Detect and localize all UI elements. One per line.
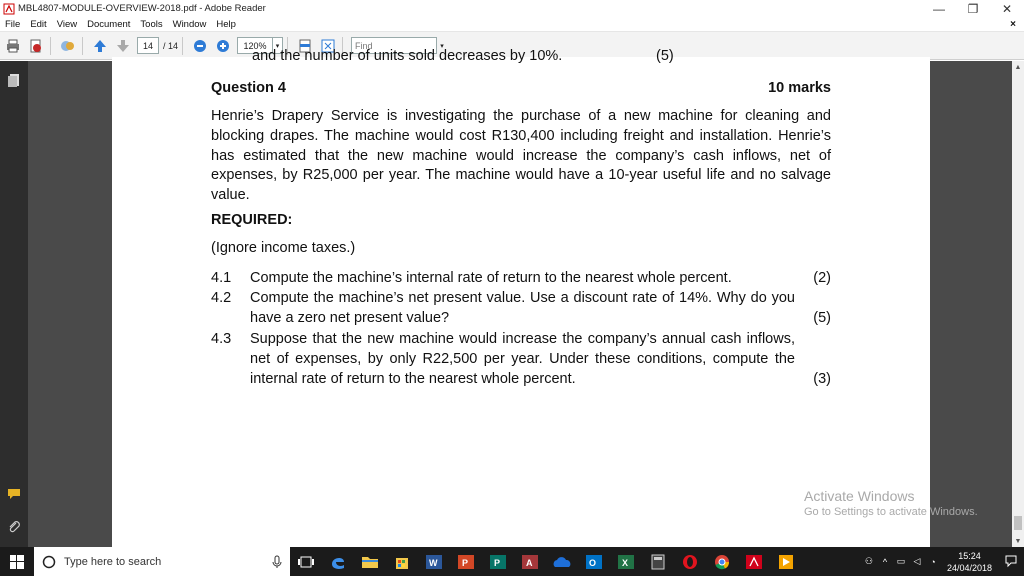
svg-text:O: O	[589, 557, 597, 568]
toolbar-separator	[50, 37, 51, 55]
menu-edit[interactable]: Edit	[30, 18, 47, 30]
activate-windows-title: Activate Windows	[804, 488, 915, 504]
minimize-button[interactable]: —	[933, 1, 945, 16]
edge-browser-icon[interactable]	[322, 547, 354, 576]
find-dropdown-icon[interactable]: ▾	[440, 42, 444, 50]
sub-question-text: Compute the machine’s internal rate of return to the nearest whole percent.	[250, 270, 732, 286]
svg-text:P: P	[494, 557, 501, 568]
media-player-icon[interactable]	[770, 547, 802, 576]
calculator-icon[interactable]	[642, 547, 674, 576]
store-icon[interactable]	[386, 547, 418, 576]
sub-question-text: Suppose that the new machine would increase the company’s annual cash inflows, net of expenses, by only R22,500 per year. Under these conditions, compute the internal rate of return to the nearest whole percent.	[250, 331, 795, 387]
menu-document[interactable]: Document	[87, 18, 131, 30]
sub-question-number: 4.2	[211, 290, 232, 306]
menu-help[interactable]: Help	[216, 18, 236, 30]
title-bar	[0, 0, 1024, 17]
opera-icon[interactable]	[674, 547, 706, 576]
chevron-up-icon[interactable]: ^	[882, 556, 888, 567]
outlook-icon[interactable]	[578, 547, 610, 576]
svg-text:X: X	[622, 557, 629, 568]
clock-date: 24/04/2018	[946, 562, 992, 573]
wifi-icon[interactable]: ◔	[930, 556, 936, 567]
clock[interactable]	[947, 550, 992, 574]
required-heading: REQUIRED:	[211, 212, 293, 228]
onedrive-icon[interactable]	[546, 547, 578, 576]
taskbar-search[interactable]	[34, 547, 290, 576]
sub-question-marks: (5)	[813, 310, 831, 326]
menu-bar	[0, 17, 1024, 32]
sub-question-number: 4.1	[211, 270, 232, 286]
search-icon	[42, 555, 56, 569]
page-number-input[interactable]: 14	[137, 37, 159, 54]
zoom-in-icon[interactable]	[213, 36, 233, 56]
scroll-thumb[interactable]	[1014, 516, 1022, 530]
menu-view[interactable]: View	[56, 18, 78, 30]
navigation-pane	[0, 61, 28, 547]
sub-question-marks: (2)	[813, 270, 831, 286]
document-view[interactable]	[28, 48, 1012, 547]
question-paragraph: Henrie’s Drapery Service is investigating the purchase of a new machine for cleaning and blocking drapes. The machine would cost R130,400 including freight and installation. Henrie’s has estimated that the new machine would increase the company’s cash inflows, net of expenses, by R25,000 per year. The machine would have a 10-year useful life and no salvage value.	[211, 108, 831, 204]
adobe-reader-icon	[3, 3, 15, 15]
chrome-icon[interactable]	[706, 547, 738, 576]
excel-icon[interactable]	[610, 547, 642, 576]
window-title: MBL4807-MODULE-OVERVIEW-2018.pdf - Adobe Reader	[18, 3, 266, 14]
people-icon[interactable]: ⚇	[864, 556, 873, 566]
activate-windows-subtitle: Go to Settings to activate Windows.	[804, 506, 978, 518]
clipped-previous-text: and the number of units sold decreases by 10%. (5)	[252, 48, 674, 64]
ignore-taxes-note: (Ignore income taxes.)	[211, 240, 356, 256]
acrobat-icon[interactable]	[738, 547, 770, 576]
toolbar-separator	[82, 37, 83, 55]
task-view-icon[interactable]	[290, 547, 322, 576]
volume-icon[interactable]: ◁	[913, 556, 921, 566]
scroll-up-icon[interactable]: ▲	[1014, 63, 1022, 71]
sub-question-text: Compute the machine’s net present value. Use a discount rate of 14%. Why do you have a zero net present value?	[250, 290, 795, 326]
menu-tools[interactable]: Tools	[140, 18, 163, 30]
restore-button[interactable]: ❐	[967, 1, 979, 16]
file-explorer-icon[interactable]	[354, 547, 386, 576]
pdf-page	[112, 48, 930, 549]
powerpoint-icon[interactable]	[450, 547, 482, 576]
zoom-out-icon[interactable]	[190, 36, 210, 56]
access-icon[interactable]	[514, 547, 546, 576]
svg-text:W: W	[429, 557, 438, 568]
svg-text:A: A	[526, 557, 533, 568]
page-total: / 14	[163, 40, 179, 51]
close-document-button[interactable]: ×	[1010, 18, 1016, 30]
previous-page-icon[interactable]	[90, 36, 110, 56]
search-placeholder: Type here to search	[64, 555, 162, 568]
clock-time: 15:24	[958, 550, 981, 561]
question-title: Question 4	[211, 80, 286, 96]
word-icon[interactable]	[418, 547, 450, 576]
notifications-icon[interactable]	[999, 555, 1023, 569]
sub-question-number: 4.3	[211, 331, 232, 347]
find-input[interactable]: Find	[351, 37, 437, 54]
comment-icon[interactable]	[7, 487, 21, 501]
menu-window[interactable]: Window	[172, 18, 207, 30]
start-button[interactable]	[0, 547, 34, 576]
zoom-level-input[interactable]: 120%	[237, 37, 273, 54]
print-icon[interactable]	[3, 36, 23, 56]
create-pdf-icon[interactable]	[26, 36, 46, 56]
svg-text:P: P	[462, 557, 469, 568]
collaborate-icon[interactable]	[58, 36, 78, 56]
publisher-icon[interactable]	[482, 547, 514, 576]
system-tray	[861, 550, 1024, 574]
vertical-scrollbar[interactable]	[1012, 61, 1024, 547]
sub-question-marks: (3)	[813, 371, 831, 387]
toolbar-separator	[182, 37, 183, 55]
menu-file[interactable]: File	[5, 18, 21, 30]
next-page-icon[interactable]	[113, 36, 133, 56]
microphone-icon[interactable]	[272, 555, 282, 569]
battery-icon[interactable]: ▭	[896, 556, 906, 566]
scroll-down-icon[interactable]: ▼	[1014, 537, 1022, 545]
attachment-icon[interactable]	[7, 520, 21, 534]
zoom-dropdown-icon[interactable]: ▾	[273, 37, 283, 54]
question-heading	[211, 80, 831, 96]
taskbar	[0, 547, 1024, 576]
close-button[interactable]: ✕	[1001, 1, 1013, 16]
pages-panel-icon[interactable]	[7, 73, 21, 87]
question-marks: 10 marks	[768, 80, 831, 96]
